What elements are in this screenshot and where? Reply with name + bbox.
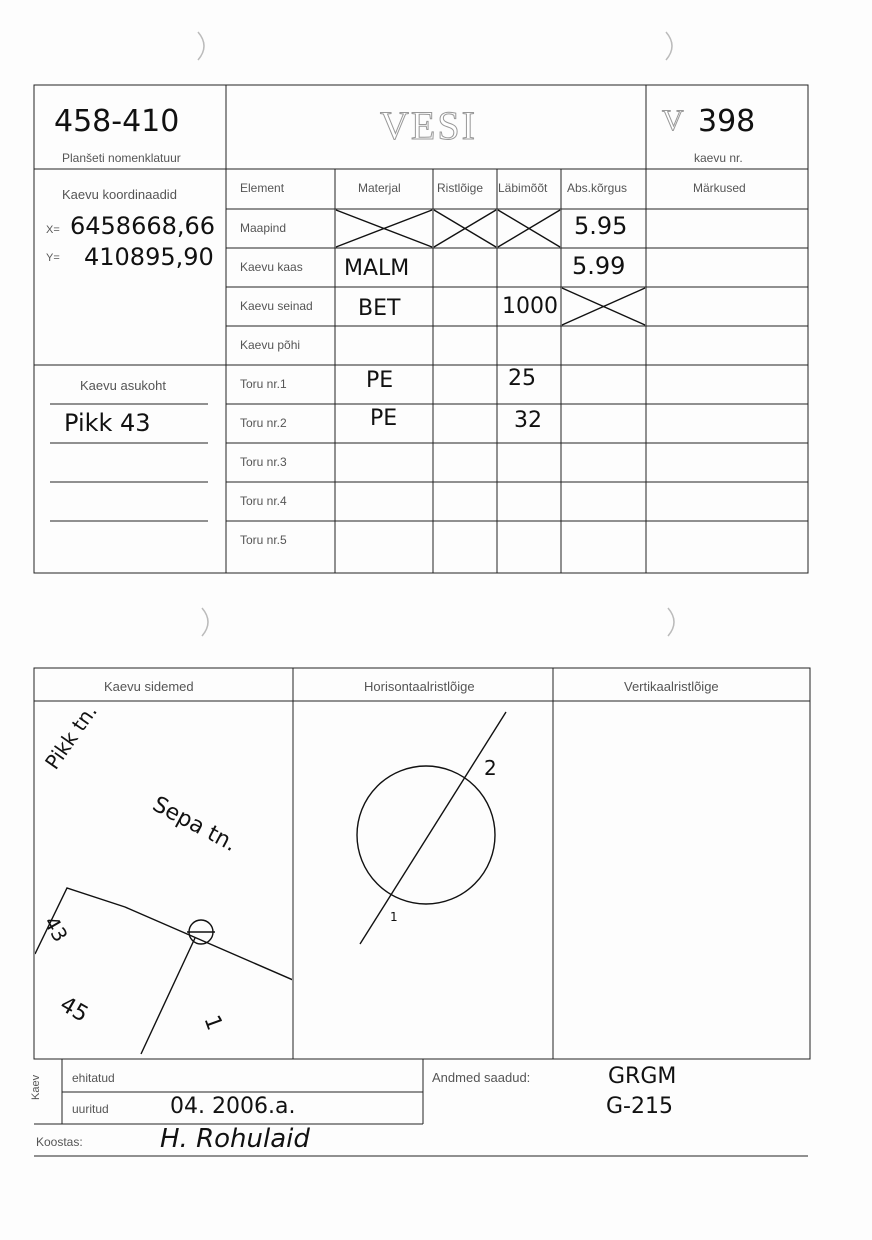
header-connections: Kaevu sidemed <box>104 679 194 694</box>
compiler-signature: H. Rohulaid <box>160 1124 310 1154</box>
row-element: Maapind <box>240 221 287 235</box>
row-element: Toru nr.2 <box>240 416 287 430</box>
row-element: Toru nr.3 <box>240 455 287 469</box>
well-side-label: Kaev <box>30 1074 42 1100</box>
header-element: Element <box>240 181 285 195</box>
kaas-material: MALM <box>344 256 410 281</box>
x-coordinate: 6458668,66 <box>70 212 216 240</box>
toru1-diameter: 25 <box>508 366 536 391</box>
row-element: Toru nr.4 <box>240 494 287 508</box>
pipe-label-1: 1 <box>390 910 398 924</box>
sketch-house-43: 43 <box>39 912 73 947</box>
data-source-code: G-215 <box>606 1094 673 1119</box>
header-diameter: Läbimõõt <box>498 181 548 195</box>
header-abs-height: Abs.kõrgus <box>567 181 628 195</box>
y-coordinate: 410895,90 <box>84 243 214 271</box>
pipe-label-2: 2 <box>484 756 497 780</box>
surveyed-date: 04. 2006.a. <box>170 1094 296 1119</box>
kaas-abs-height: 5.99 <box>572 252 626 280</box>
surveyed-label: uuritud <box>72 1102 109 1116</box>
built-label: ehitatud <box>72 1071 115 1085</box>
y-label: Y= <box>46 252 60 264</box>
data-source-value: GRGM <box>608 1064 677 1089</box>
seinad-diameter: 1000 <box>502 294 558 319</box>
toru2-diameter: 32 <box>514 408 542 433</box>
row-element: Toru nr.1 <box>240 377 287 391</box>
sketch-street-sepa: Sepa tn. <box>148 792 241 858</box>
coordinates-label: Kaevu koordinaadid <box>62 187 177 202</box>
header-vertical-section: Vertikaalristlõige <box>624 679 719 694</box>
toru1-material: PE <box>366 368 394 393</box>
sketch-street-pikk: Pikk tn. <box>40 699 102 774</box>
header-horizontal-section: Horisontaalristlõige <box>364 679 475 694</box>
compiler-label: Koostas: <box>36 1135 83 1149</box>
seinad-material: BET <box>358 296 401 321</box>
horizontal-section-drawing <box>294 702 552 1058</box>
row-element: Kaevu kaas <box>240 260 303 274</box>
maapind-abs-height: 5.95 <box>574 212 628 240</box>
sheet-number: 458-410 <box>54 104 180 139</box>
header-material: Materjal <box>358 181 401 195</box>
header-cross-section: Ristlõige <box>437 181 484 195</box>
row-element: Toru nr.5 <box>240 533 287 547</box>
well-number-label: kaevu nr. <box>694 151 743 165</box>
location-label: Kaevu asukoht <box>80 378 167 393</box>
location-value: Pikk 43 <box>64 409 151 437</box>
well-prefix: V <box>662 104 684 137</box>
row-element: Kaevu seinad <box>240 299 313 313</box>
toru2-material: PE <box>370 406 398 431</box>
data-source-label: Andmed saadud: <box>432 1070 531 1085</box>
header-notes: Märkused <box>693 181 746 195</box>
x-label: X= <box>46 224 60 236</box>
sketch-house-1: 1 <box>198 1012 227 1034</box>
sheet-number-label: Planšeti nomenklatuur <box>62 151 181 165</box>
well-number: 398 <box>698 104 756 139</box>
row-element: Kaevu põhi <box>240 338 301 352</box>
page-title: VESI <box>380 103 477 148</box>
sketch-house-45: 45 <box>55 992 93 1028</box>
